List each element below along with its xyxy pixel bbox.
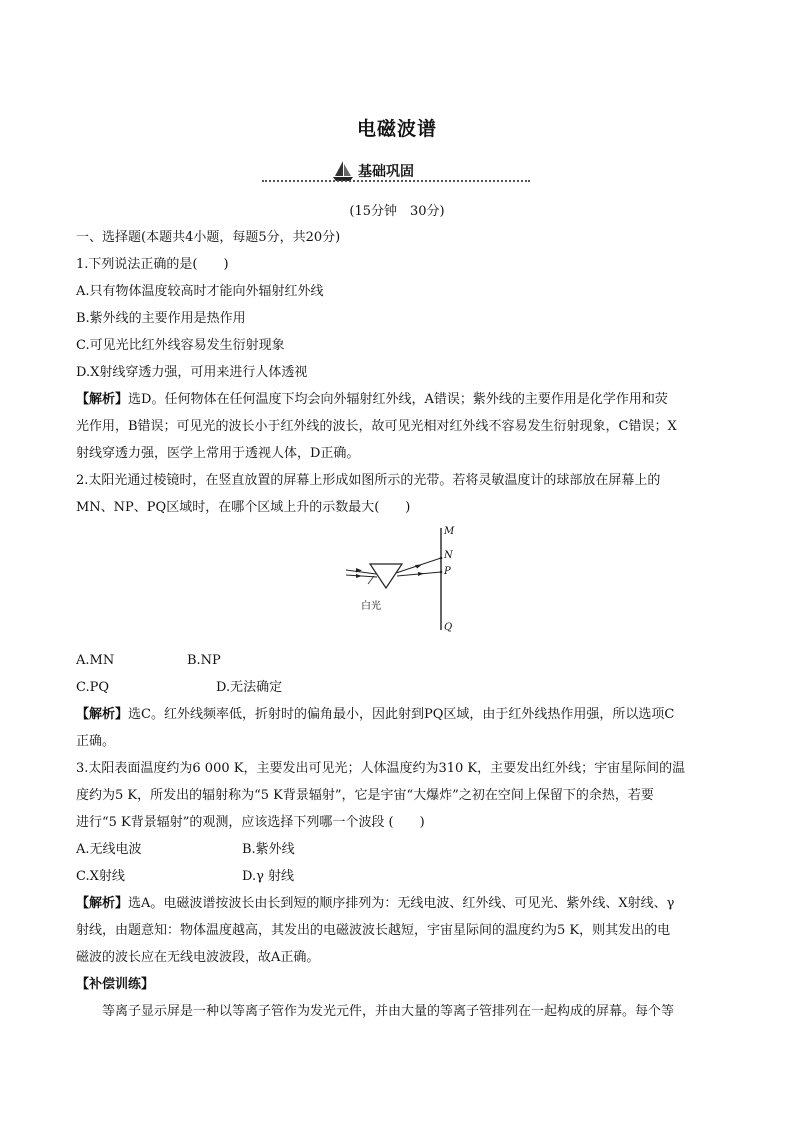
q3-stem-line-1: 3.太阳表面温度约为6 000 K，主要发出可见光；人体温度约为310 K，主要发出红外线；宇宙星际间的温 [76, 761, 686, 776]
analysis-text: 选A。电磁波谱按波长由长到短的顺序排列为：无线电波、红外线、可见光、紫外线、X射线、γ [128, 896, 675, 911]
prism-diagram [340, 524, 460, 636]
part-heading: 一、选择题(本题共4小题，每题5分，共20分) [76, 230, 341, 245]
q1-analysis-line-1 [76, 391, 668, 409]
q3-analysis-line-2: 射线，由题意知：物体温度越高，其发出的电磁波波长越短，宇宙星际间的温度约为5 K，则其发出的电 [76, 923, 671, 938]
analysis-text: 选C。红外线频率低，折射时的偏角最小，因此射到PQ区域，由于红外线热作用强，所以选项C [128, 707, 675, 722]
q2-stem-line-1: 2.太阳光通过棱镜时，在竖直放置的屏幕上形成如图所示的光带。若将灵敏温度计的球部放在屏幕上的 [76, 473, 661, 488]
q2-stem-line-2: MN、NP、PQ区域时，在哪个区域上升的示数最大( ) [76, 500, 411, 515]
label-n: N [444, 550, 453, 561]
q2-option-c: C.PQ [76, 680, 110, 695]
analysis-tag: 【解析】 [76, 707, 129, 722]
q3-option-c: C.X射线 [76, 869, 125, 884]
q1-option-a: A.只有物体温度较高时才能向外辐射红外线 [76, 284, 324, 299]
sailboat-icon [332, 160, 354, 182]
section-label: 基础巩固 [358, 164, 414, 180]
analysis-tag: 【解析】 [76, 392, 129, 407]
label-white-light: 白光 [361, 601, 381, 612]
q1-option-b: B.紫外线的主要作用是热作用 [76, 311, 246, 326]
q2-option-d: D.无法确定 [216, 680, 283, 695]
label-p: P [444, 566, 451, 577]
supplement-heading [76, 976, 154, 994]
q3-analysis-line-1 [76, 895, 674, 913]
q3-stem-line-2: 度约为5 K，所发出的辐射称为“5 K背景辐射”，它是宇宙“大爆炸”之初在空间上保留下的余热，若要 [76, 788, 654, 803]
dotted-divider [262, 180, 530, 182]
analysis-text: 选D。任何物体在任何温度下均会向外辐射红外线，A错误；紫外线的主要作用是化学作用和荧 [128, 392, 668, 407]
q3-stem-line-3: 进行“5 K背景辐射”的观测，应该选择下列哪一个波段 ( ) [76, 815, 425, 830]
q1-analysis-line-2: 光作用，B错误；可见光的波长小于红外线的波长，故可见光相对红外线不容易发生衍射现象，C错误；X [76, 419, 677, 434]
q1-option-c: C.可见光比红外线容易发生衍射现象 [76, 338, 285, 353]
label-m: M [444, 526, 455, 537]
page-title: 电磁波谱 [356, 118, 437, 140]
q2-analysis-line-1 [76, 706, 674, 724]
supplement-text: 等离子显示屏是一种以等离子管作为发光元件，并由大量的等离子管排列在一起构成的屏幕。每个等 [102, 1004, 675, 1019]
q2-option-b: B.NP [187, 653, 221, 668]
q1-stem: 1.下列说法正确的是( ) [76, 257, 229, 272]
q1-analysis-line-3: 射线穿透力强，医学上常用于透视人体，D正确。 [76, 446, 360, 461]
section-header [262, 158, 530, 188]
label-q: Q [444, 622, 453, 633]
q3-analysis-line-3: 磁波的波长应在无线电波波段，故A正确。 [76, 950, 320, 965]
q2-analysis-line-2: 正确。 [76, 734, 116, 749]
prism-figure [340, 524, 460, 636]
q2-option-a: A.MN [76, 653, 115, 668]
q3-option-b: B.紫外线 [242, 842, 295, 857]
q3-option-d: D.γ 射线 [242, 869, 294, 884]
analysis-tag: 【解析】 [76, 896, 129, 911]
q3-option-a: A.无线电波 [76, 842, 142, 857]
q1-option-d: D.X射线穿透力强，可用来进行人体透视 [76, 365, 308, 380]
time-note: (15分钟 30分) [349, 204, 445, 219]
supplement-tag: 【补偿训练】 [76, 977, 155, 992]
